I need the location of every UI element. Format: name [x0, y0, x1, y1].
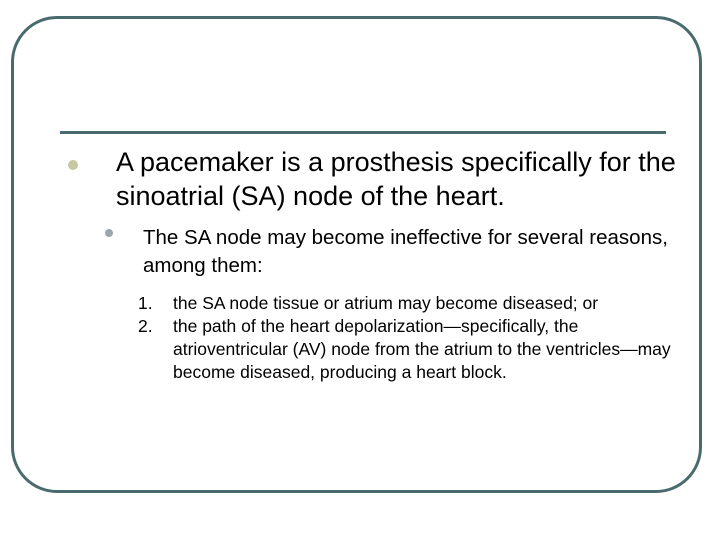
sub-bullet-dot-icon [105, 229, 113, 237]
list-item-text: the SA node tissue or atrium may become diseased; or [173, 293, 599, 313]
reasons-list [138, 292, 678, 384]
main-bullet-text: A pacemaker is a prosthesis specifically for the sinoatrial (SA) node of the heart. [116, 147, 676, 211]
bullet-dot-icon [68, 160, 78, 170]
list-item-text: the path of the heart depolarization—specifically, the atrioventricular (AV) node from the atrium to the ventricles—may become diseased, producing a heart block. [173, 316, 671, 382]
list-item [138, 315, 678, 384]
list-item-number: 2. [138, 316, 153, 336]
sub-bullet-text: The SA node may become ineffective for several reasons, among them: [143, 226, 668, 277]
title-divider [60, 131, 666, 134]
list-item-number: 1. [138, 293, 153, 313]
list-item [138, 292, 678, 315]
